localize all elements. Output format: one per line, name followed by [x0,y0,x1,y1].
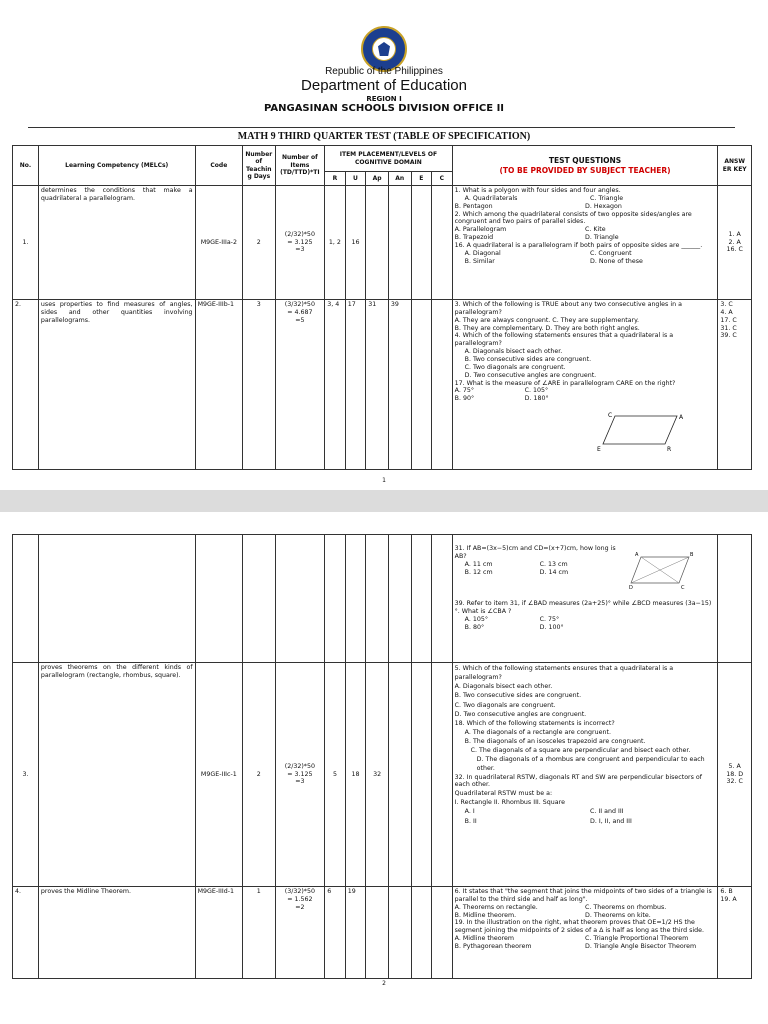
row-questions [452,186,718,300]
choice: B. Trapezoid [454,234,494,242]
items-total: =5 [295,316,305,324]
table-row [13,535,752,663]
key-item: 6. B [720,888,733,895]
items-formula: (2/32)*50 [284,762,315,770]
row-key [718,186,752,300]
items-calc: = 1.562 [287,895,313,903]
row-competency: proves theorems on the different kinds of parallelogram (rectangle, rhombus, square). [38,663,195,887]
choice-row [455,904,716,912]
row-ap [366,887,389,979]
choice-row [455,624,615,632]
region-line: REGION I [366,95,402,103]
row-questions [452,300,718,470]
row-items [275,300,325,470]
row-u: 17 [345,300,366,470]
row-c [432,663,453,887]
choice: B. Pentagon [454,202,493,210]
row-items [275,535,325,663]
question-text: 31. If AB=(3x−5)cm and CD=(x+7)cm, how long is AB? [454,545,616,560]
key-item: 1. A [728,230,741,238]
row-key [718,300,752,470]
choice: A. Quadrilaterals [464,194,518,202]
row-c [432,186,453,300]
choice-row [455,807,716,816]
row-an [388,887,411,979]
row-u: 16 [345,186,366,300]
page-1 [0,0,768,490]
row-days: 2 [243,663,275,887]
choice-line: A. The diagonals of a rectangle are congruent. [464,728,611,736]
row-days: 2 [243,186,275,300]
choice: A. Diagonal [464,249,501,257]
question-text: 2. Which among the quadrilateral consists of two opposite sides/angles are congruent and two pairs of parallel sides. [454,210,692,226]
key-item: 3. C [720,301,733,308]
col-no: No. [13,146,39,186]
vertex-d-label: D [628,585,633,591]
items-formula: (2/32)*50 [284,230,315,238]
choice: D. Hexagon [585,202,622,210]
choice: C. 75° [539,616,560,624]
col-questions [452,146,718,186]
col-items: Number of Items (TD/TTD)*TI [275,146,325,186]
row-key [718,535,752,663]
table-row [13,186,752,300]
question-text: 6. It states that "the segment that joins the midpoints of two sides of a triangle is parallel to the third side and half as long". [454,888,712,903]
choice-row [455,912,716,920]
choice-line: D. Two consecutive angles are congruent. [454,710,587,718]
row-ap [366,535,389,663]
row-days [243,535,275,663]
row-r: 3, 4 [325,300,346,470]
items-formula: (3/32)*50 [284,301,315,308]
division-line: PANGASINAN SCHOOLS DIVISION OFFICE II [263,103,505,114]
parallelogram-abcd-figure [629,547,697,591]
level-ap: Ap [366,172,389,186]
choice-row [455,203,716,211]
row-e [411,186,432,300]
vertex-c-label: C [680,585,685,591]
row-key [718,887,752,979]
row-no: 2. [13,300,39,470]
choice-line: D. The diagonals of a rhombus are congruent and perpendicular to each other. [476,756,705,773]
row-code: M9GE-IIIc-1 [195,663,243,887]
row-questions [452,663,718,887]
choice: C. 105° [524,387,549,395]
choice: B. 12 cm [464,568,493,576]
level-an: An [388,172,411,186]
choice: D. Triangle Angle Bisector Theorem [585,943,697,951]
page-2 [0,512,768,1024]
row-e [411,535,432,663]
choice-line: A. Diagonals bisect each other. [464,348,563,356]
vertex-b-label: B [689,552,694,558]
choice: C. Triangle [590,194,624,202]
choice-row [455,195,716,203]
key-item: 17. C [720,316,737,324]
choice: C. 13 cm [539,560,568,568]
choice: D. 14 cm [539,568,569,576]
row-questions [452,887,718,979]
items-calc: = 3.125 [287,770,313,778]
question-text: 5. Which of the following statements ensures that a quadrilateral is a parallelogram? [454,665,674,682]
items-calc: = 3.125 [287,238,313,246]
row-u [345,535,366,663]
choice-line: A. Diagonals bisect each other. [454,683,553,691]
row-ap: 32 [366,663,389,887]
row-u: 18 [345,663,366,887]
question-text: 19. In the illustration on the right, what theorem proves that OE=1/2 HS the segment joining the midpoints of 2 sides of a Δ is half as long as the third side. [454,919,705,935]
row-u: 19 [345,887,366,979]
choice: B. Pythagorean theorem [454,943,532,951]
choice: C. Theorems on rhombus. [585,903,667,911]
choice: B. 90° [454,395,475,403]
header-divider [28,127,735,128]
row-items [275,887,325,979]
row-days: 1 [243,887,275,979]
vertex-a-label: A [634,552,639,558]
questions-heading: TEST QUESTIONS [548,156,622,166]
col-placement: ITEM PLACEMENT/LEVELS OF COGNITIVE DOMAIN [325,146,452,172]
choice-row [455,395,595,403]
choice: D. None of these [590,257,643,265]
choice: A. 11 cm [464,560,493,568]
question-text: 39. Refer to item 31, if ∠BAD measures (2a+25)° while ∠BCD measures (3a−15)°. What is ∠CBA ? [454,600,712,616]
row-an: 39 [388,300,411,470]
row-competency: proves the Midline Theorem. [38,887,195,979]
choice-line: C. Two diagonals are congruent. [464,363,566,371]
row-days: 3 [243,300,275,470]
table-row [13,887,752,979]
row-an [388,663,411,887]
choice-row [455,569,615,577]
choice-line: B. They are complementary. D. They are both right angles. [454,324,640,332]
questions-note: (TO BE PROVIDED BY SUBJECT TEACHER) [499,165,671,175]
choice: C. II and III [590,808,624,816]
row-e [411,663,432,887]
choice: A. I [464,808,475,816]
choice: D. Triangle [585,234,619,242]
col-competency: Learning Competency (MELCs) [38,146,195,186]
row-ap: 31 [366,300,389,470]
choice: B. Midline theorem. [454,911,517,919]
choice: B. Similar [464,257,495,265]
question-text: 18. Which of the following statements is incorrect? [454,719,615,727]
key-item: 16. C [726,246,743,254]
items-calc: = 4.687 [287,308,313,316]
question-text: 1. What is a polygon with four sides and four angles. [454,187,621,194]
choice: A. 105° [464,616,489,624]
choice: D. Theorems on kite. [585,911,651,919]
row-an [388,186,411,300]
question-text: 3. Which of the following is TRUE about any two consecutive angles in a parallelogram? [454,301,682,316]
choice-row [455,817,716,826]
choice-line: C. The diagonals of a square are perpendicular and bisect each other. [470,747,691,755]
choice-line: D. Two consecutive angles are congruent. [464,371,597,379]
choice: A. Theorems on rectangle. [454,903,538,911]
choice: D. 100° [539,624,564,632]
tos-title: MATH 9 THIRD QUARTER TEST (TABLE OF SPECIFICATION) [237,131,531,142]
row-e [411,887,432,979]
row-items [275,663,325,887]
choice: C. Congruent [590,249,632,257]
question-text: 16. A quadrilateral is a parallelogram if both pairs of opposite sides are ______. [454,242,703,250]
choice-row [455,561,615,569]
row-competency: determines the conditions that make a quadrilateral a parallelogram. [38,186,195,300]
parallelogram-care-figure [593,410,689,452]
choice-line: C. Two diagonals are congruent. [454,701,556,709]
level-u: U [345,172,366,186]
row-c [432,535,453,663]
row-questions [452,535,718,663]
row-e [411,300,432,470]
choice-row [455,234,716,242]
choice-row [455,258,716,266]
row-no: 1. [13,186,39,300]
row-code [195,535,243,663]
key-item: 32. C [726,778,743,786]
col-code: Code [195,146,243,186]
row-r: 1, 2 [325,186,346,300]
vertex-r-label: R [666,446,671,452]
row-no: 3. [13,663,39,887]
question-text: 32. In quadrilateral RSTW, diagonals RT and SW are perpendicular bisectors of each other. [454,773,702,789]
choice-line: B. Two consecutive sides are congruent. [454,692,582,700]
key-item: 5. A [728,762,741,770]
choice-row [455,943,716,951]
parallelogram-shape [603,416,677,444]
choice-line: I. Rectangle II. Rhombus III. Square [454,799,565,807]
row-c [432,300,453,470]
choice: A. Parallelogram [454,226,507,234]
row-key [718,663,752,887]
key-item: 2. A [728,238,741,246]
choice-line: B. Two consecutive sides are congruent. [464,356,592,364]
choice: C. Triangle Proportional Theorem [585,935,689,943]
row-r: 5 [325,663,346,887]
row-no: 4. [13,887,39,979]
key-item: 31. C [720,324,737,332]
items-formula: (3/32)*50 [284,888,315,895]
page-number: 2 [382,980,386,987]
row-code: M9GE-IIId-1 [195,887,243,979]
vertex-c-label: C [607,412,612,419]
question-text: Quadrilateral RSTW must be a: [454,790,553,798]
page-number: 1 [382,477,386,484]
row-code: M9GE-IIIb-1 [195,300,243,470]
choice-line: B. The diagonals of an isosceles trapezoid are congruent. [464,738,646,745]
col-days: Number of Teachin g Days [243,146,275,186]
table-row [13,300,752,470]
choice: D. I, II, and III [590,817,632,825]
row-c [432,887,453,979]
items-total: =3 [295,778,305,786]
level-e: E [411,172,432,186]
row-r: 6 [325,887,346,979]
level-c: C [432,172,453,186]
key-item: 18. D [726,770,744,778]
key-item: 4. A [720,308,733,316]
choice: A. 75° [454,387,475,395]
vertex-a-label: A [678,414,683,421]
choice-row [455,616,615,624]
choice: D. 180° [524,395,549,403]
key-item: 19. A [720,895,737,903]
choice-row [455,226,716,234]
choice-row [455,250,716,258]
republic-line: Republic of the Philippines [325,66,443,77]
question-text: 17. What is the measure of ∠ARE in parallelogram CARE on the right? [454,379,676,387]
choice: B. II [464,817,477,825]
question-text: 4. Which of the following statements ensures that a quadrilateral is a parallelogram? [454,332,674,348]
table-row [13,663,752,887]
choice: B. 80° [464,624,485,632]
row-competency: uses properties to find measures of angles, sides and other quantities involving parallelograms. [38,300,195,470]
row-items [275,186,325,300]
row-an [388,535,411,663]
row-ap [366,186,389,300]
department-title: Department of Education [301,77,467,94]
level-r: R [325,172,346,186]
key-item: 39. C [720,332,737,340]
tos-table-page1 [12,145,752,470]
row-code: M9GE-IIIa-2 [195,186,243,300]
row-competency [38,535,195,663]
choice-row [455,935,716,943]
row-no [13,535,39,663]
row-r [325,535,346,663]
col-key: ANSW ER KEY [718,146,752,186]
items-total: =3 [295,246,305,254]
tos-table-page2 [12,534,752,979]
vertex-e-label: E [596,446,601,452]
choice: C. Kite [585,226,606,234]
items-total: =2 [295,903,305,911]
choice-line: A. They are always congruent. C. They are supplementary. [454,316,639,324]
choice: A. Midline theorem [454,935,515,943]
